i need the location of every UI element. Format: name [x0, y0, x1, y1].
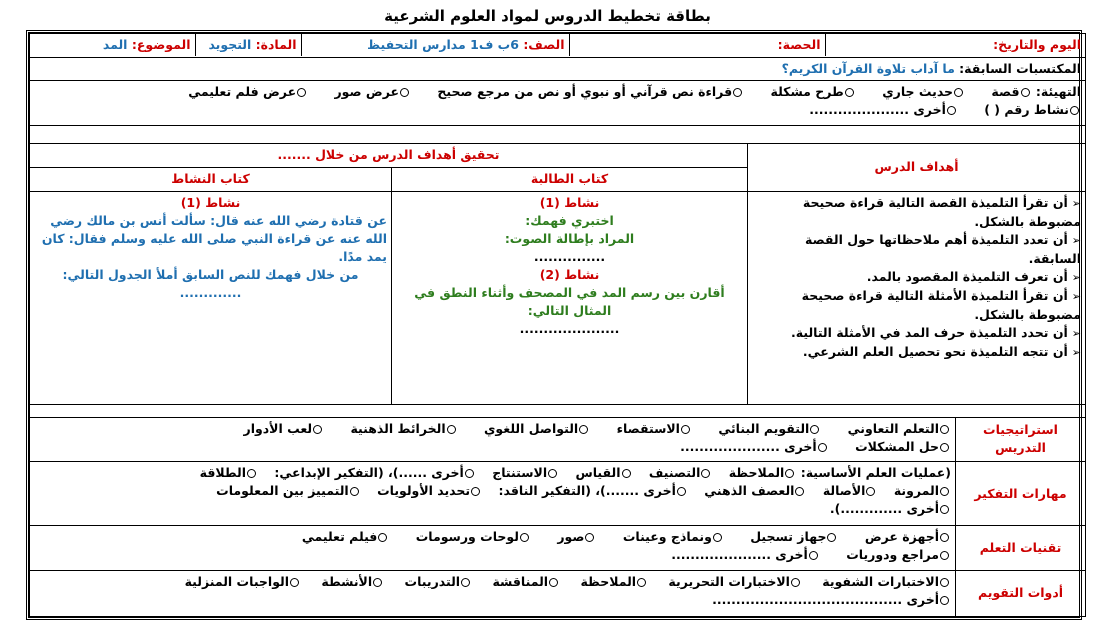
assessment-option[interactable]: أخرى ........................................: [712, 591, 951, 609]
radio-circle-icon: [795, 487, 804, 496]
assessment-label: أدوات التقويم: [956, 570, 1086, 616]
strategy-option[interactable]: حل المشكلات: [855, 438, 951, 456]
radio-circle-icon: [940, 533, 949, 542]
strategy-option[interactable]: التعلم التعاوني: [848, 420, 951, 438]
thinking-option[interactable]: العصف الذهني: [704, 482, 806, 500]
radio-circle-icon: [290, 578, 299, 587]
radio-circle-icon: [681, 425, 690, 434]
warmup-label: التهيئة:: [1035, 84, 1081, 100]
thinking-option[interactable]: التصنيف: [649, 464, 713, 482]
radio-circle-icon: [791, 578, 800, 587]
subject-label: المادة:: [255, 37, 297, 52]
assessment-option[interactable]: الأنشطة: [321, 573, 384, 591]
radio-circle-icon: [247, 469, 256, 478]
radio-circle-icon: [1021, 88, 1030, 97]
activity1-dots: .............: [179, 285, 242, 301]
goals-cell: [748, 192, 1086, 405]
radio-circle-icon: [548, 469, 557, 478]
strategies-label: استراتيجيات التدريس: [956, 417, 1086, 461]
thinking-option[interactable]: أخرى .............).: [830, 500, 951, 518]
assessment-cell: [30, 570, 956, 616]
strategy-option[interactable]: التقويم البنائي: [718, 420, 821, 438]
radio-circle-icon: [954, 88, 963, 97]
radio-circle-icon: [465, 469, 474, 478]
arrow-icon: ➢: [1071, 290, 1081, 304]
goal-item: ➢أن تحدد التلميذة حرف المد في الأمثلة التالية.: [791, 325, 1081, 341]
radio-circle-icon: [940, 596, 949, 605]
warmup-option[interactable]: عرض فلم تعليمي: [188, 83, 308, 101]
thinking-cell: [30, 461, 956, 525]
radio-circle-icon: [549, 578, 558, 587]
radio-circle-icon: [701, 469, 710, 478]
radio-circle-icon: [818, 443, 827, 452]
assessment-option[interactable]: التدريبات: [405, 573, 473, 591]
goal-item: ➢أن تعرف التلميذة المقصود بالمد.: [866, 269, 1081, 285]
radio-circle-icon: [400, 88, 409, 97]
student-activity1-dots: ...............: [533, 249, 606, 265]
arrow-icon: ➢: [1071, 197, 1081, 211]
thinking-option[interactable]: الطلاقة: [200, 464, 258, 482]
activity1-instruction: من خلال فهمك للنص السابق أملأ الجدول التالي:: [62, 267, 359, 283]
thinking-option[interactable]: أخرى ......)، (التفكير الإبداعي:: [274, 464, 475, 482]
radio-circle-icon: [677, 487, 686, 496]
arrow-icon: ➢: [1071, 234, 1081, 248]
class-cell: [301, 34, 569, 56]
thinking-option[interactable]: التمييز بين المعلومات: [216, 482, 361, 500]
radio-circle-icon: [1070, 106, 1079, 115]
thinking-option[interactable]: الاستنتاج: [492, 464, 559, 482]
technique-option[interactable]: صور: [557, 528, 596, 546]
thinking-option[interactable]: أخرى .......)، (التفكير الناقد:: [498, 482, 687, 500]
topic-value: المد: [102, 37, 128, 52]
prior-knowledge-value: ما آداب تلاوة القرآن الكريم؟: [781, 61, 955, 77]
thinking-label: مهارات التفكير: [956, 461, 1086, 525]
radio-circle-icon: [447, 425, 456, 434]
achieve-header: تحقيق أهداف الدرس من خلال .......: [30, 143, 748, 167]
radio-circle-icon: [622, 469, 631, 478]
technique-option[interactable]: فيلم تعليمي: [302, 528, 390, 546]
radio-circle-icon: [373, 578, 382, 587]
subject-cell: [195, 34, 301, 56]
student-book-cell: [392, 192, 748, 405]
techniques-label: تقنيات التعلم: [956, 526, 1086, 570]
radio-circle-icon: [940, 505, 949, 514]
arrow-icon: ➢: [1071, 327, 1081, 341]
student-activity2-title: نشاط (2): [539, 267, 600, 283]
class-value: 6ب ف1 مدارس التحفيظ: [367, 37, 519, 52]
assessment-option[interactable]: الملاحظة: [580, 573, 648, 591]
subject-value: التجويد: [208, 37, 252, 52]
lesson-plan-card: [26, 30, 1082, 620]
arrow-icon: ➢: [1071, 346, 1081, 360]
page-title: بطاقة تخطيط الدروس لمواد العلوم الشرعية: [384, 7, 711, 25]
radio-circle-icon: [809, 551, 818, 560]
thinking-option[interactable]: الأصالة: [823, 482, 878, 500]
radio-circle-icon: [585, 533, 594, 542]
radio-circle-icon: [940, 578, 949, 587]
assessment-option[interactable]: الواجبات المنزلية: [185, 573, 301, 591]
goal-item: ➢أن تقرأ التلميذة الأمثلة التالية قراءة صحيحة مضبوطة بالشكل.: [801, 288, 1081, 323]
activity-book-header: كتاب النشاط: [30, 167, 392, 191]
thinking-option[interactable]: الملاحظة: [729, 464, 797, 482]
strategy-option[interactable]: أخرى .....................: [680, 438, 829, 456]
warmup-option[interactable]: حديث جاري: [882, 83, 965, 101]
warmup-option[interactable]: قصة: [991, 83, 1031, 101]
goal-item: ➢أن تتجه التلميذة نحو تحصيل العلم الشرعي.: [802, 344, 1081, 360]
goal-item: ➢أن تقرأ التلميذة القصة التالية قراءة صحيحة مضبوطة بالشكل.: [802, 195, 1081, 230]
radio-circle-icon: [461, 578, 470, 587]
strategies-cell: [30, 417, 956, 461]
warmup-option[interactable]: قراءة نص قرآني أو نبوي أو نص من مرجع صحيح: [437, 83, 744, 101]
radio-circle-icon: [947, 106, 956, 115]
activity1-title: نشاط (1): [180, 195, 241, 211]
class-label: الصف:: [523, 37, 565, 52]
radio-circle-icon: [866, 487, 875, 496]
warmup-option[interactable]: أخرى .....................: [809, 101, 958, 119]
spacer-row: [30, 405, 1086, 417]
strategy-option[interactable]: الخرائط الذهنية: [350, 420, 457, 438]
topic-cell: [29, 34, 195, 56]
technique-option[interactable]: أخرى .....................: [671, 546, 820, 564]
strategy-option[interactable]: لعب الأدوار: [244, 420, 325, 438]
radio-circle-icon: [471, 487, 480, 496]
student-activity2-text: أقارن بين رسم المد في المصحف وأثناء النطق في المثال التالي:: [414, 285, 725, 319]
radio-circle-icon: [785, 469, 794, 478]
radio-circle-icon: [827, 533, 836, 542]
lesson-plan-table: [29, 33, 1086, 617]
assessment-option[interactable]: المناقشة: [492, 573, 560, 591]
strategy-option[interactable]: الاستقصاء: [617, 420, 692, 438]
day-date-label: اليوم والتاريخ:: [825, 34, 1085, 56]
strategy-option[interactable]: التواصل اللغوي: [484, 420, 590, 438]
thinking-option[interactable]: القياس: [575, 464, 632, 482]
radio-circle-icon: [733, 88, 742, 97]
student-activity1-title: نشاط (1): [539, 195, 600, 211]
technique-option[interactable]: جهاز تسجيل: [750, 528, 838, 546]
assessment-option[interactable]: الاختبارات التحريرية: [668, 573, 802, 591]
radio-circle-icon: [350, 487, 359, 496]
warmup-row: [30, 81, 1086, 125]
thinking-option[interactable]: تحديد الأولويات: [377, 482, 482, 500]
student-activity1-line2: المراد بإطالة الصوت:: [504, 231, 635, 247]
radio-circle-icon: [297, 88, 306, 97]
prior-knowledge-label: المكتسبات السابقة:: [959, 61, 1081, 77]
spacer-row: [30, 125, 1086, 143]
radio-circle-icon: [378, 533, 387, 542]
topic-label: الموضوع:: [131, 37, 191, 52]
student-activity2-dots: .....................: [519, 321, 620, 337]
warmup-option[interactable]: عرض صور: [334, 83, 411, 101]
goals-list: [752, 194, 1081, 362]
thinking-prefix: (عمليات العلم الأساسية:: [800, 464, 951, 480]
radio-circle-icon: [810, 425, 819, 434]
warmup-option[interactable]: نشاط رقم ( ): [984, 101, 1081, 119]
radio-circle-icon: [520, 533, 529, 542]
arrow-icon: ➢: [1071, 271, 1081, 285]
student-activity1-line1: اختبري فهمك:: [525, 213, 614, 229]
warmup-option[interactable]: طرح مشكلة: [771, 83, 856, 101]
radio-circle-icon: [845, 88, 854, 97]
assessment-option[interactable]: الاختبارات الشفوية: [822, 573, 951, 591]
radio-circle-icon: [940, 443, 949, 452]
technique-option[interactable]: مراجع ودوريات: [846, 546, 951, 564]
activity-book-cell: [30, 192, 392, 405]
radio-circle-icon: [940, 487, 949, 496]
radio-circle-icon: [637, 578, 646, 587]
prior-knowledge-row: [30, 58, 1086, 81]
techniques-cell: [30, 526, 956, 570]
technique-option[interactable]: أجهزة عرض: [865, 528, 951, 546]
goal-item: ➢أن تعدد التلميذة أهم ملاحظاتها حول القصة السابقة.: [805, 232, 1081, 267]
period-label: الحصة:: [569, 34, 825, 56]
radio-circle-icon: [940, 551, 949, 560]
technique-option[interactable]: لوحات ورسومات: [416, 528, 531, 546]
activity1-text: عن قتادة رضي الله عنه قال: سألت أنس بن مالك رضي الله عنه عن قراءة النبي صلى الله عليه وسلم فقال: كان يمد مدًا.: [41, 213, 387, 265]
radio-circle-icon: [579, 425, 588, 434]
technique-option[interactable]: ونماذج وعينات: [623, 528, 724, 546]
radio-circle-icon: [313, 425, 322, 434]
radio-circle-icon: [940, 425, 949, 434]
radio-circle-icon: [713, 533, 722, 542]
student-book-header: كتاب الطالبة: [392, 167, 748, 191]
goals-header: أهداف الدرس: [748, 143, 1086, 191]
thinking-option[interactable]: المرونة: [894, 482, 951, 500]
